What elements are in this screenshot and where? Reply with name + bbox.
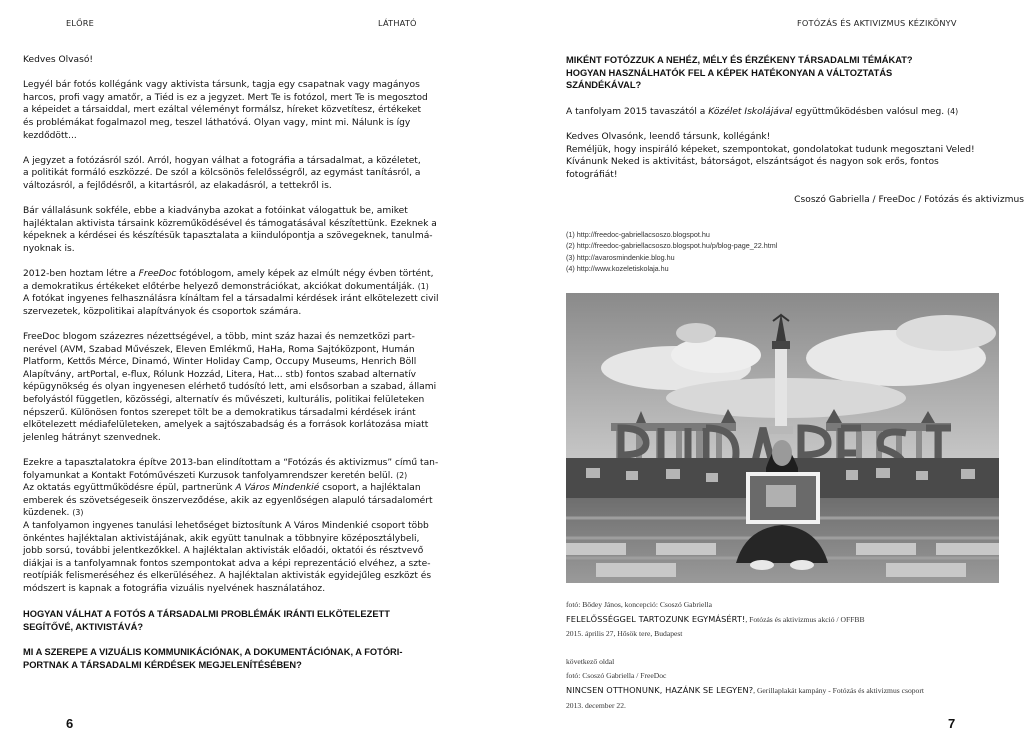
caption-title: FELELŐSSÉGGEL TARTOZUNK EGYMÁSÉRT!: [566, 614, 746, 625]
footnote-2: (2) http://freedoc-gabriellacsoszo.blogspot.hu/p/blog-page_22.html: [566, 241, 778, 251]
question-heading-2: MI A SZEREPE A VIZUÁLIS KOMMUNIKÁCIÓNAK, A DOKUMENTÁCIÓNAK, A FOTÓRI- PORTNAK A TÁRSADALMI KÉRDÉSEK MEGJELENÍTÉSÉBEN?: [23, 646, 403, 670]
caption-next-label: következő oldal: [566, 657, 615, 666]
paragraph-course: Ezekre a tapasztalatokra építve 2013-ban elindítottam a “Fotózás és aktivizmus” című tan- folyamunkat a Kontakt Fotóművészeti Kurzusok tanfolyamrendszer keretén belül. (2) Az oktatás együttműködésre épül, partnerünk A Város Mindenkié csoport, a hajléktalan emberek és szövetségeseik önszerveződése, akik az egyenlőségen alapuló társadalomért küzdenek. (3) A tanfolyamon ingyenes tanulási lehetőséget biztosítunk A Város Mindenkié csoport több önkéntes hajléktalan aktivistájának, akik együtt tanulnak a többnyire középosztálybeli, jobb sorsú, további jelentkezőkkel. A hajléktalan aktivisták előadói, oktatói és résztvevő diákjai is a tanfolyamnak fontos szempontokat adva a képi reprezentáció elvéhez, a szte- reotípiák felismeréséhez és elkerüléséhez. A hajléktalan aktivisták egyidejűleg eszközt és módszert is kapnak a fotográfia vizuális nyelvének használatához.: [23, 458, 439, 594]
paragraph-freedoc-blog: 2012-ben hoztam létre a FreeDoc fotóblogom, amely képek az elmúlt négy évben történt, a demokratikus értékeket előtérbe helyező demonstrációkat, akciókat dokumentálják. (1) A fotókat ingyenes felhasználásra kínáltam fel a társadalmi kérdések iránt elkötelezett civil szervezetek, közpolitikai alapítványok és csoportok számára.: [23, 269, 439, 317]
footnote-ref-4: (4): [947, 107, 959, 116]
greeting: Kedves Olvasó!: [23, 55, 94, 65]
photo-caption-current: [566, 598, 865, 642]
footnote-ref-1: (1): [417, 281, 429, 291]
right-question-heading: MIKÉNT FOTÓZZUK A NEHÉZ, MÉLY ÉS ÉRZÉKENY TÁRSADALMI TÉMÁKAT? HOGYAN HASZNÁLHATÓK FEL A KÉPEK HATÉKONYAN A VÁLTOZTATÁS SZÁNDÉKÁVAL?: [566, 55, 913, 91]
footnote-4: (4) http://www.kozeletiskolaja.hu: [566, 264, 669, 274]
photo-caption-next: [566, 655, 924, 713]
footnote-1: (1) http://freedoc-gabriellacsoszo.blogspot.hu: [566, 230, 710, 239]
caption-subtitle: , Fotózás és aktivizmus akció / OFFBB: [745, 615, 865, 625]
caption-subtitle: , Gerillaplakát kampány - Fotózás és aktivizmus csoport: [753, 686, 924, 696]
footnotes-list: [566, 229, 777, 275]
avm-emphasis: A Város Mindenkié: [235, 483, 320, 494]
right-body: [566, 106, 1024, 219]
footnote-ref-3: (3): [72, 508, 84, 518]
signature: Csoszó Gabriella / FreeDoc / Fotózás és aktivizmus: [794, 195, 1024, 206]
footnote-3: (3) http://avarosmindenkie.blog.hu: [566, 252, 675, 262]
caption-date: 2015. április 27, Hősök tere, Budapest: [566, 629, 683, 639]
caption-title: NINCSEN OTTHONUNK, HAZÁNK SE LEGYEN?: [566, 685, 754, 696]
paragraph-partners: FreeDoc blogom százezres nézettségével, a több, mint száz hazai és nemzetközi part- nerével (AVM, Szabad Művészek, Eleven Emlékmű, HaHa, Roma Sajtóközpont, Humán Platform, Kettős Mérce, Dinamó, Winter Holiday Camp, Occupy Museums, Henrich Böll Alapítvány, artPortal, e-flux, Rólunk Hozzád, Litera, Hat... stb) fontos szabad alternatív képügynökség és olyan ingyenesen elérhető tudósító lett, ami elsősorban a szabad, állami befolyástól független, közösségi, alternatív és művészeti, kulturális, politikai felületeken népszerű. Különösen fontos szerepet tölt be a demokratikus társadalmi kérdések iránt elkötelezett médiafelületeken, amelyek a sajtószabadság és a források korlátozása miatt jelenleg hátrányt szenvednek.: [23, 332, 437, 443]
paragraph-topic: A jegyzet a fotózásról szól. Arról, hogyan válhat a fotográfia a társadalmat, a közéletet, a politikát formáló eszközzé. De szól a kölcsönös felelősségről, az egymást tanításról, a változásról, a fejlődésről, a kitartásról, az elakadásról, a tettekről is.: [23, 155, 421, 191]
caption-credit: fotó: Csoszó Gabriella / FreeDoc: [566, 671, 667, 681]
course-collaboration: A tanfolyam 2015 tavaszától a Közélet Iskolájával együttműködésben valósul meg. (4): [566, 107, 959, 117]
question-heading-1: HOGYAN VÁLHAT A FOTÓS A TÁRSADALMI PROBLÉMÁK IRÁNTI ELKÖTELEZETT SEGÍTŐVÉ, AKTIVISTÁVÁ?: [23, 609, 390, 632]
running-header-left: ELŐRE: [66, 18, 95, 28]
left-body: [23, 54, 493, 684]
closing-message: Kedves Olvasónk, leendő társunk, kollégánk! Reméljük, hogy inspiráló képeket, szempontokat, gondolatokat tudunk megosztani Veled! Kívánunk Neked is aktivitást, bátorságot, elszántságot és nagyon sok erős, fontos fotográfiát!: [566, 132, 975, 180]
page-number-left: 6: [66, 716, 74, 731]
heroes-square-photo: [566, 293, 999, 583]
freedoc-emphasis: FreeDoc: [138, 269, 177, 280]
running-header-center: LÁTHATÓ: [378, 18, 417, 28]
paragraph-selection: Bár vállalásunk sokféle, ebbe a kiadványba azokat a fotóinkat válogattuk be, amiket hajléktalan aktivista társaink közreműködésével és támogatásával készítettünk. Ezeknek a képeknek a kérdései és készítésük tapasztalata a kiindulópontja a szövegeknek, tanulmá- nyoknak is.: [23, 206, 437, 254]
running-header-right: FOTÓZÁS ÉS AKTIVIZMUS KÉZIKÖNYV: [797, 18, 957, 28]
photo-illustration: [566, 293, 999, 583]
paragraph-intro: Legyél bár fotós kollégánk vagy aktivista társunk, tagja egy csapatnak vagy magányos harcos, profi vagy amatőr, a Tiéd is ez a jegyzet. Mert Te is fotózol, mert Te is megosztod a képeidet a társaiddal, mert ezáltal véleményt formálsz, híreket közvetítesz, értékeket és problémákat fogalmazol meg, teszel láthatóvá. Olyan vagy, mint mi. Nálunk is így kezdődött...: [23, 80, 428, 141]
caption-credit: fotó: Bődey János, koncepció: Csoszó Gabriella: [566, 600, 712, 609]
page-number-right: 7: [948, 716, 956, 731]
kozelet-emphasis: Közélet Iskolájával: [708, 107, 793, 117]
caption-date: 2013. december 22.: [566, 700, 626, 710]
footnote-ref-2: (2): [396, 470, 408, 480]
